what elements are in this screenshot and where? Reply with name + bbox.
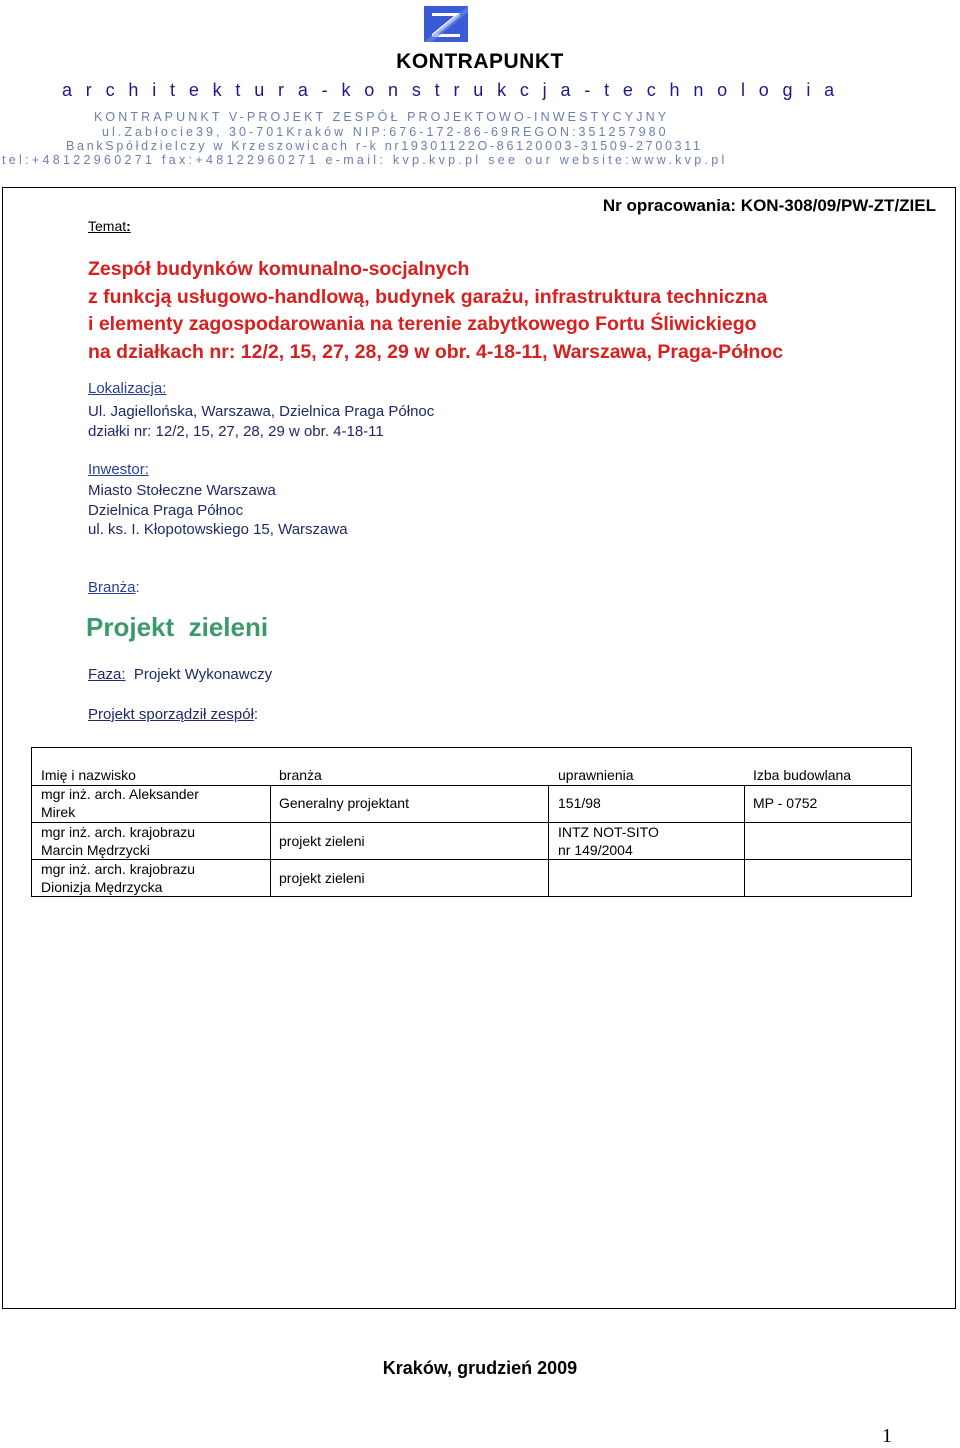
inwestor-label: Inwestor:	[88, 461, 149, 478]
table-cell-branza: Generalny projektant	[279, 795, 409, 811]
company-name: KONTRAPUNKT	[396, 50, 564, 73]
table-cell-uprawnienia: 151/98	[558, 795, 601, 811]
inwestor-line: Dzielnica Praga Północ	[88, 501, 244, 519]
table-header: Izba budowlana	[753, 767, 852, 783]
table-cell-name: mgr inż. arch. Aleksander Mirek	[41, 786, 199, 820]
lokalizacja-text	[88, 402, 434, 441]
faza-row	[88, 666, 272, 683]
place-date: Kraków, grudzień 2009	[382, 1358, 578, 1378]
inwestor-line: Miasto Stołeczne Warszawa	[88, 482, 276, 499]
table-cell-name: mgr inż. arch. krajobrazu Dionizja Mędrzycka	[41, 861, 196, 895]
company-info-line: KONTRAPUNKT V-PROJEKT ZESPÓŁ PROJEKTOWO-INWESTYCYJNY	[94, 110, 670, 124]
table-cell-uprawnienia: INTZ NOT-SITO nr 149/2004	[558, 824, 659, 858]
table-divider	[270, 785, 271, 896]
table-header: branża	[279, 767, 322, 783]
faza-value: Projekt Wykonawczy	[133, 666, 273, 683]
table-divider	[744, 785, 745, 896]
inwestor-text	[88, 481, 348, 540]
branza-label: Branża:	[88, 579, 140, 596]
lokalizacja-label: Lokalizacja:	[88, 380, 167, 397]
table-cell-branza: projekt zieleni	[279, 833, 365, 849]
table-cell-branza: projekt zieleni	[279, 870, 365, 886]
company-contact-line: tel:+48122960271 fax:+48122960271 e-mail: kvp.kvp.pl see our website:www.kvp.pl	[2, 153, 728, 167]
team-label: Projekt sporządził zespół:	[88, 706, 259, 723]
page-number: 1	[882, 1425, 892, 1447]
company-bank-line: BankSpółdzielczy w Krzeszowicach r-k nr19301122O-86120003-31509-2700311	[66, 139, 703, 153]
temat-label: Temat:	[88, 218, 131, 234]
project-title-line: Zespół budynków komunalno-socjalnych	[88, 258, 470, 280]
table-divider	[548, 785, 549, 896]
company-tagline: a r c h i t e k t u r a - k o n s t r u k c j a - t e c h n o l o g i a	[62, 80, 839, 100]
company-address-line: ul.Zabłocie39, 30-701Kraków NIP:676-172-86-69REGON:351257980	[102, 125, 669, 139]
lokalizacja-line: działki nr: 12/2, 15, 27, 28, 29 w obr. 4-18-11	[88, 422, 384, 440]
project-title-line: z funkcją usługowo-handlową, budynek garażu, infrastruktura techniczna	[88, 285, 768, 308]
kontrapunkt-logo	[424, 6, 468, 42]
faza-label: Faza:	[88, 666, 126, 683]
team-table	[31, 747, 912, 897]
table-header: Imię i nazwisko	[41, 767, 136, 783]
project-title-line: i elementy zagospodarowania na terenie zabytkowego Fortu Śliwickiego	[88, 313, 757, 335]
table-cell-name: mgr inż. arch. krajobrazu Marcin Mędrzycki	[41, 824, 196, 858]
lokalizacja-line: Ul. Jagiellońska, Warszawa, Dzielnica Praga Północ	[88, 403, 435, 420]
discipline-title: Projekt zieleni	[86, 612, 269, 642]
table-header: uprawnienia	[558, 767, 634, 783]
project-title-line: na działkach nr: 12/2, 15, 27, 28, 29 w obr. 4-18-11, Warszawa, Praga-Północ	[88, 340, 784, 363]
project-title	[88, 256, 783, 366]
document-number: Nr opracowania: KON-308/09/PW-ZT/ZIEL	[602, 196, 936, 215]
inwestor-line: ul. ks. I. Kłopotowskiego 15, Warszawa	[88, 521, 348, 538]
table-cell-izba: MP - 0752	[753, 795, 818, 811]
